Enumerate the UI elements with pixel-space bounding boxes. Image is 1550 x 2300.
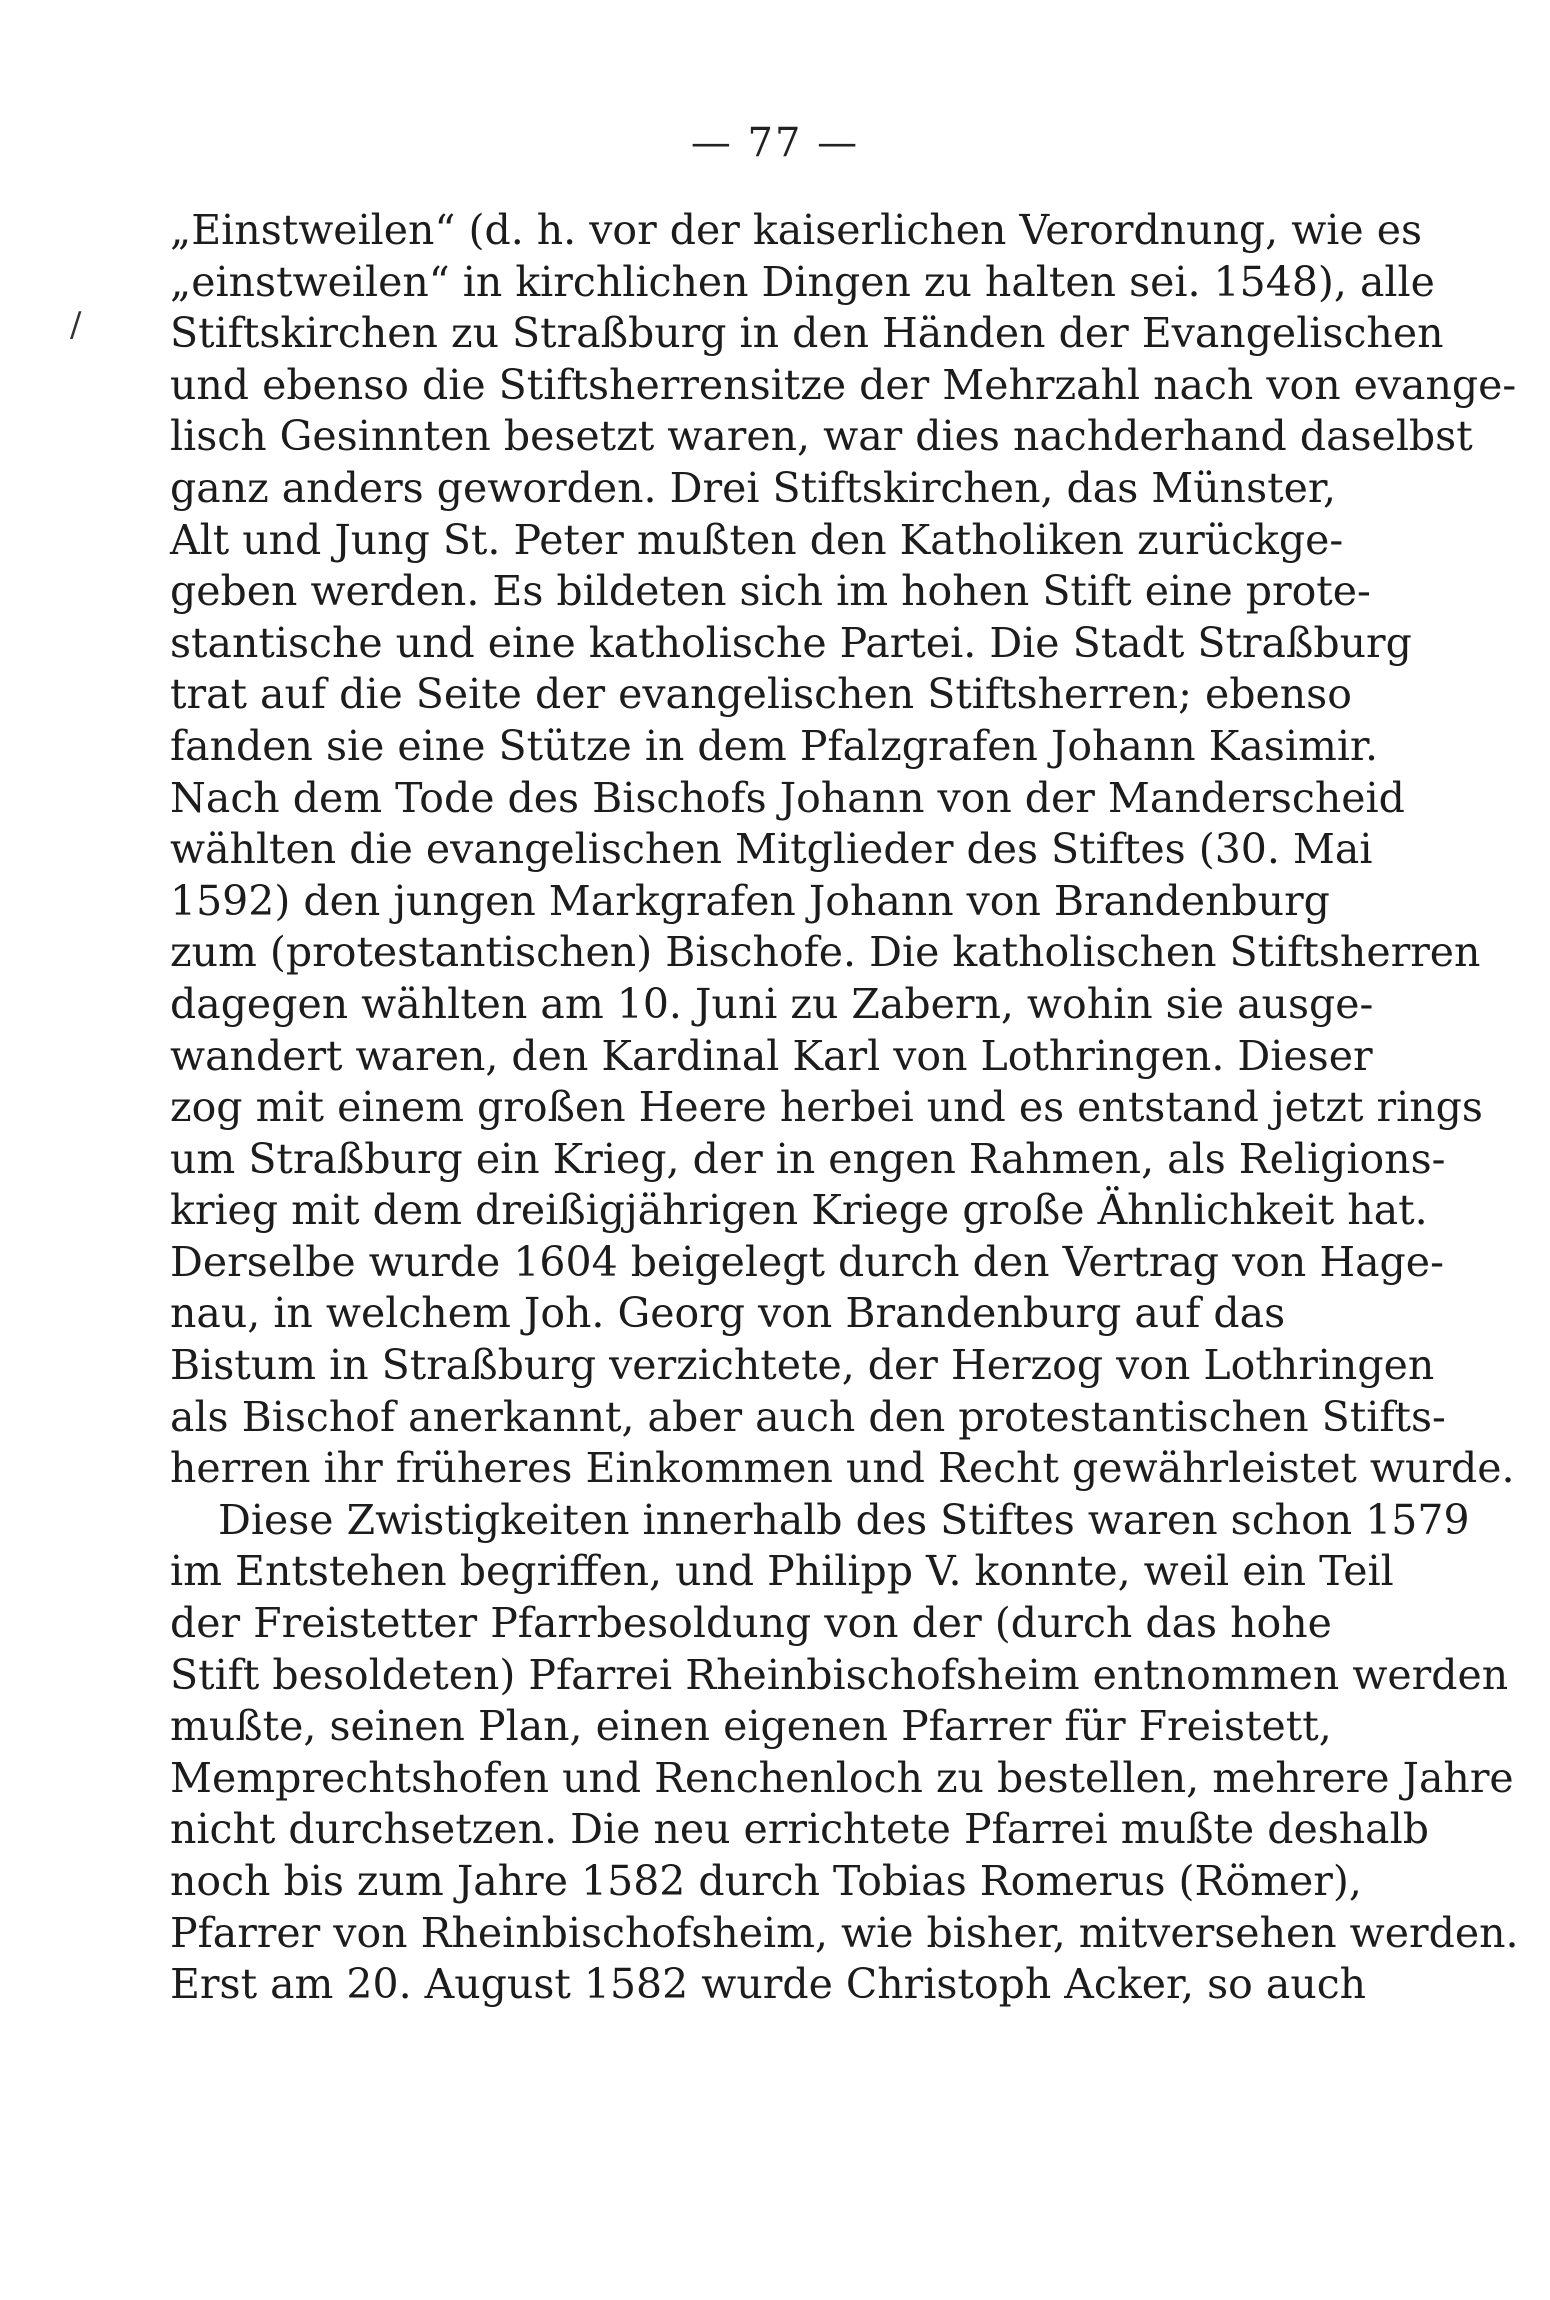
- text-line: herren ihr früheres Einkommen und Recht gewährleistet wurde.: [170, 1444, 1515, 1493]
- text-line: „einstweilen“ in kirchlichen Dingen zu halten sei. 1548), alle: [170, 257, 1435, 306]
- text-line: krieg mit dem dreißigjährigen Kriege große Ähnlichkeit hat.: [170, 1186, 1428, 1235]
- text-line: geben werden. Es bildeten sich im hohen Stift eine prote-: [170, 567, 1371, 616]
- text-line: um Straßburg ein Krieg, der in engen Rahmen, als Religions-: [170, 1134, 1446, 1183]
- text-line: stantische und eine katholische Partei. Die Stadt Straßburg: [170, 618, 1412, 667]
- text-line: Derselbe wurde 1604 beigelegt durch den Vertrag von Hage-: [170, 1237, 1444, 1286]
- text-line: Pfarrer von Rheinbischofsheim, wie bisher, mitversehen werden.: [170, 1908, 1519, 1957]
- text-line: wandert waren, den Kardinal Karl von Lothringen. Dieser: [170, 1031, 1373, 1080]
- text-line: dagegen wählten am 10. Juni zu Zabern, wohin sie ausge-: [170, 979, 1374, 1028]
- margin-mark: /: [70, 305, 82, 345]
- text-line: im Entstehen begriffen, und Philipp V. konnte, weil ein Teil: [170, 1547, 1394, 1596]
- text-line: 1592) den jungen Markgrafen Johann von Brandenburg: [170, 876, 1330, 925]
- text-line: Nach dem Tode des Bischofs Johann von der Manderscheid: [170, 773, 1405, 822]
- text-line: zum (protestantischen) Bischofe. Die katholischen Stiftsherren: [170, 928, 1481, 977]
- text-line: Memprechtshofen und Renchenloch zu bestellen, mehrere Jahre: [170, 1753, 1514, 1802]
- text-line: Stiftskirchen zu Straßburg in den Händen der Evangelischen: [170, 309, 1444, 358]
- page-number: — 77 —: [690, 120, 860, 166]
- text-line: nicht durchsetzen. Die neu errichtete Pfarrei mußte deshalb: [170, 1805, 1429, 1854]
- text-line: mußte, seinen Plan, einen eigenen Pfarrer für Freistett,: [170, 1702, 1332, 1751]
- text-line: wählten die evangelischen Mitglieder des Stiftes (30. Mai: [170, 825, 1373, 874]
- text-line: Stift besoldeten) Pfarrei Rheinbischofsheim entnommen werden: [170, 1650, 1509, 1699]
- text-line: trat auf die Seite der evangelischen Stiftsherren; ebenso: [170, 670, 1352, 719]
- text-line: der Freistetter Pfarrbesoldung von der (durch das hohe: [170, 1599, 1332, 1648]
- text-line: und ebenso die Stiftsherrensitze der Mehrzahl nach von evange-: [170, 360, 1517, 409]
- text-line: nau, in welchem Joh. Georg von Brandenburg auf das: [170, 1289, 1286, 1338]
- body-text: [170, 205, 1519, 2011]
- text-line: fanden sie eine Stütze in dem Pfalzgrafen Johann Kasimir.: [170, 721, 1379, 770]
- text-line: Erst am 20. August 1582 wurde Christoph Acker, so auch: [170, 1960, 1367, 2009]
- text-line: lisch Gesinnten besetzt waren, war dies nachderhand daselbst: [170, 412, 1473, 461]
- text-line: ganz anders geworden. Drei Stiftskirchen, das Münster,: [170, 463, 1336, 512]
- text-line: Alt und Jung St. Peter mußten den Katholiken zurückge-: [170, 515, 1344, 564]
- text-line: „Einstweilen“ (d. h. vor der kaiserlichen Verordnung, wie es: [170, 206, 1423, 254]
- text-line: noch bis zum Jahre 1582 durch Tobias Romerus (Römer),: [170, 1857, 1362, 1905]
- text-line: zog mit einem großen Heere herbei und es entstand jetzt rings: [170, 1083, 1483, 1132]
- text-line: als Bischof anerkannt, aber auch den protestantischen Stifts-: [170, 1392, 1446, 1441]
- text-line: Diese Zwistigkeiten innerhalb des Stiftes waren schon 1579: [218, 1495, 1470, 1544]
- text-line: Bistum in Straßburg verzichtete, der Herzog von Lothringen: [170, 1341, 1435, 1390]
